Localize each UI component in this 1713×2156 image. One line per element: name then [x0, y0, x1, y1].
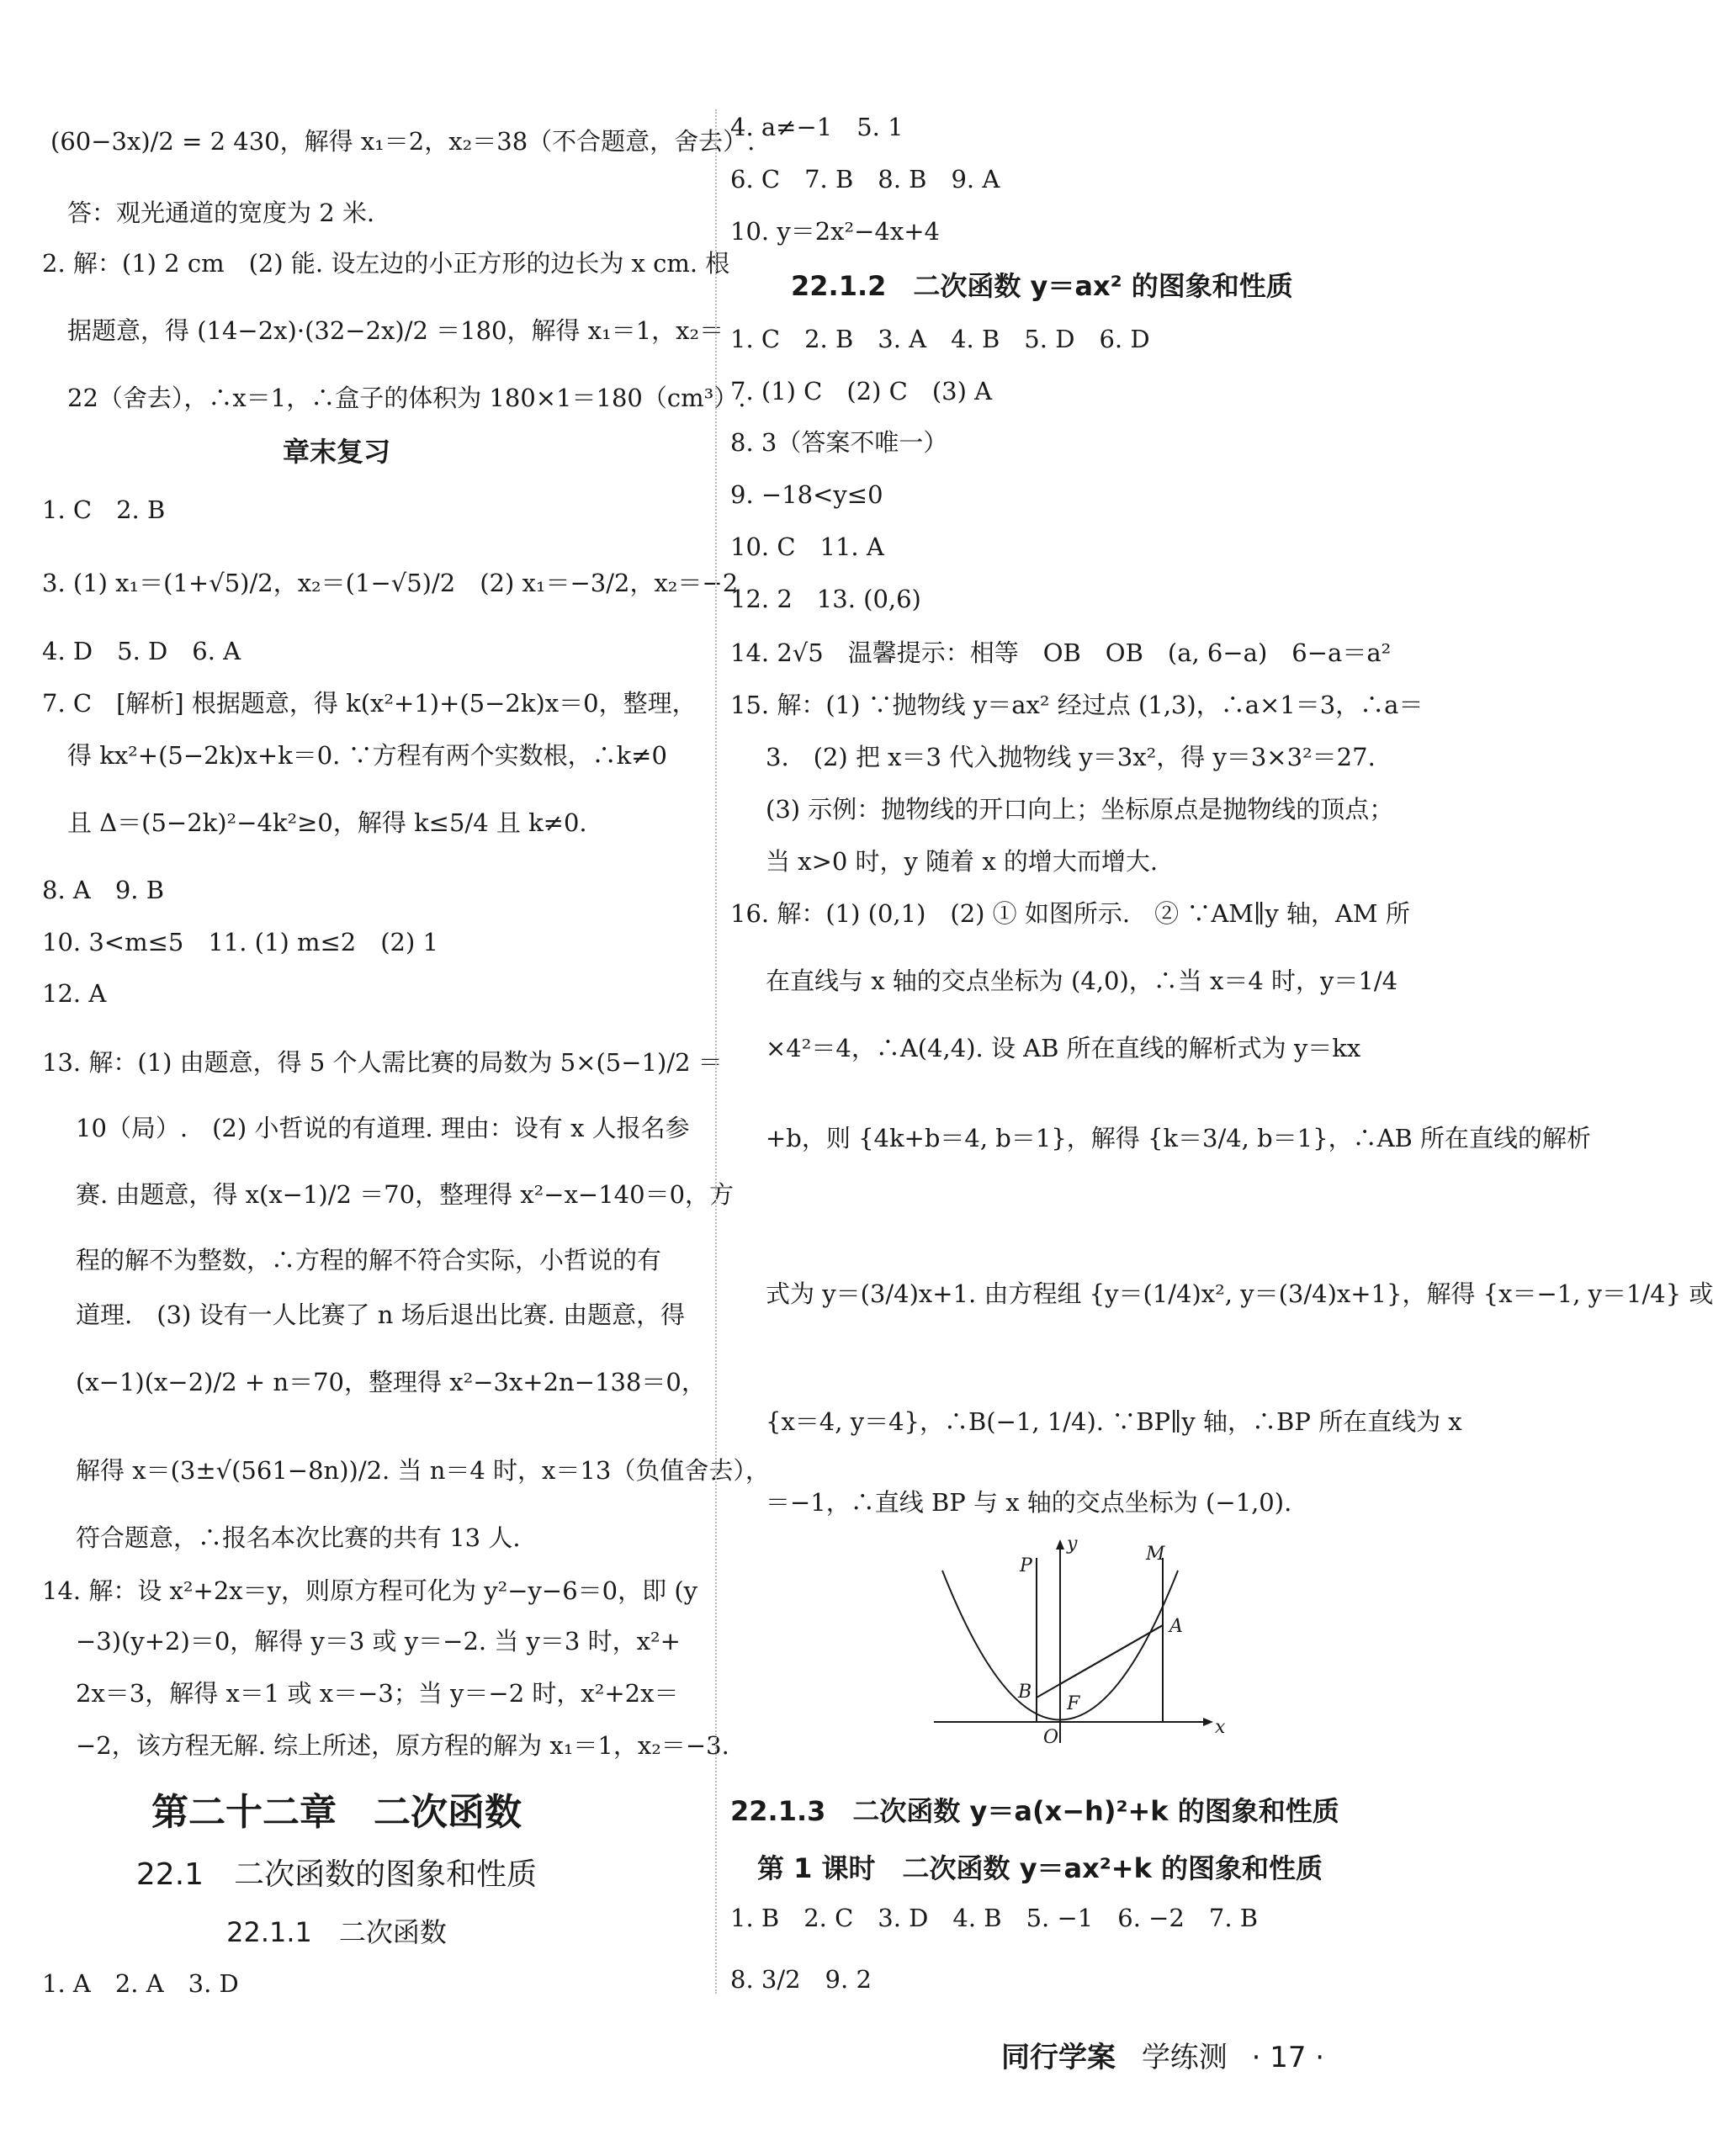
answer-line: 且 Δ＝(5−2k)²−4k²≥0，解得 k≤5/4 且 k≠0. [67, 808, 587, 837]
answer-line: 8. 3（答案不唯一） [730, 428, 948, 457]
answer-line: 道理. (3) 设有一人比赛了 n 场后退出比赛. 由题意，得 [76, 1300, 686, 1329]
answer-line: 式为 y＝(3/4)x+1. 由方程组 {y＝(1/4)x², y＝(3/4)x+1}，解得 {x＝−1, y＝1/4} 或 [766, 1279, 1713, 1308]
answer-line: 14. 解：设 x²+2x＝y，则原方程可化为 y²−y−6＝0，即 (y [42, 1576, 698, 1605]
answer-line: ×4²＝4，∴A(4,4). 设 AB 所在直线的解析式为 y＝kx [766, 1034, 1361, 1062]
answer-line: 符合题意，∴报名本次比赛的共有 13 人. [76, 1523, 521, 1552]
parabola-graph [925, 1533, 1245, 1751]
answer-line: 6. C 7. B 8. B 9. A [730, 165, 1000, 193]
subsection-title: 22.1.2 二次函数 y＝ax² 的图象和性质 [791, 270, 1293, 302]
answer-line: −2，该方程无解. 综上所述，原方程的解为 x₁＝1，x₂＝−3. [76, 1731, 729, 1760]
answer-line: 程的解不为整数，∴方程的解不符合实际，小哲说的有 [76, 1246, 662, 1274]
answer-line: 14. 2√5 温馨提示：相等 OB OB (a, 6−a) 6−a＝a² [730, 638, 1392, 667]
answer-line: 4. a≠−1 5. 1 [730, 113, 904, 141]
point-a-label: A [1169, 1616, 1183, 1637]
answer-line: 3. (1) x₁＝(1+√5)/2，x₂＝(1−√5)/2 (2) x₁＝−3/2，x₂＝−2 [42, 569, 739, 597]
series-name: 学练测 [1141, 2041, 1228, 2074]
answer-line: 赛. 由题意，得 x(x−1)/2 ＝70，整理得 x²−x−140＝0，方 [76, 1180, 735, 1209]
point-p-label: P [1020, 1555, 1032, 1576]
answer-line: +b，则 {4k+b＝4, b＝1}，解得 {k＝3/4, b＝1}，∴AB 所在直线的解析 [766, 1124, 1592, 1152]
text-line: 22（舍去），∴x＝1，∴盒子的体积为 180×1＝180（cm³）. [67, 384, 746, 412]
answer-line: 7. (1) C (2) C (3) A [730, 377, 993, 405]
answer-line: 1. A 2. A 3. D [42, 1969, 239, 1998]
answer-line: 9. −18<y≤0 [730, 480, 883, 509]
answer-line: 10. 3<m≤5 11. (1) m≤2 (2) 1 [42, 928, 438, 956]
text-line: (60−3x)/2 = 2 430，解得 x₁＝2，x₂＝38（不合题意，舍去）. [50, 127, 756, 156]
answer-line: 1. C 2. B 3. A 4. B 5. D 6. D [730, 325, 1150, 353]
answer-line: 8. 3/2 9. 2 [730, 1965, 872, 1994]
chapter-title: 第二十二章 二次函数 [151, 1791, 522, 1834]
answer-line: −3)(y+2)＝0，解得 y＝3 或 y＝−2. 当 y＝3 时，x²+ [76, 1627, 681, 1655]
x-axis-arrow [1203, 1718, 1213, 1726]
answer-line: 解得 x＝(3±√(561−8n))/2. 当 n＝4 时，x＝13（负值舍去）， [76, 1456, 770, 1485]
answer-line: 12. A [42, 979, 107, 1008]
origin-label: O [1043, 1727, 1059, 1748]
section-title: 22.1 二次函数的图象和性质 [135, 1857, 538, 1892]
answer-line: 1. B 2. C 3. D 4. B 5. −1 6. −2 7. B [730, 1904, 1259, 1932]
answer-line: 当 x>0 时，y 随着 x 的增大而增大. [766, 847, 1159, 876]
answer-line: 在直线与 x 轴的交点坐标为 (4,0)，∴当 x＝4 时，y＝1/4 [766, 967, 1398, 995]
point-m-label: M [1146, 1544, 1165, 1565]
point-f-label: F [1067, 1693, 1080, 1714]
answer-line: (3) 示例：抛物线的开口向上；坐标原点是抛物线的顶点； [766, 795, 1394, 824]
answer-line: 3. (2) 把 x＝3 代入抛物线 y＝3x²，得 y＝3×3²＝27. [766, 743, 1376, 771]
subsection-title: 22.1.1 二次函数 [226, 1916, 447, 1948]
point-b-label: B [1018, 1682, 1032, 1703]
answer-line: 10. y＝2x²−4x+4 [730, 217, 941, 246]
y-axis-label: y [1067, 1534, 1078, 1555]
review-title: 章末复习 [282, 436, 390, 468]
answer-line: 4. D 5. D 6. A [42, 637, 241, 665]
x-axis-label: x [1215, 1717, 1226, 1738]
answer-line: 8. A 9. B [42, 876, 165, 904]
y-axis-arrow [1056, 1539, 1064, 1549]
answer-line: 得 kx²+(5−2k)x+k＝0. ∵方程有两个实数根，∴k≠0 [67, 741, 667, 770]
answer-line: 2x＝3，解得 x＝1 或 x＝−3；当 y＝−2 时，x²+2x＝ [76, 1679, 679, 1708]
text-line: 答：观光通道的宽度为 2 米. [67, 199, 375, 227]
answer-line: 12. 2 13. (0,6) [730, 585, 921, 613]
page-number: · 17 · [1251, 2041, 1325, 2074]
answer-line: 13. 解：(1) 由题意，得 5 个人需比赛的局数为 5×(5−1)/2 ＝ [42, 1048, 723, 1077]
lesson-title: 第 1 课时 二次函数 y＝ax²+k 的图象和性质 [757, 1852, 1323, 1884]
answer-line: 10（局）. (2) 小哲说的有道理. 理由：设有 x 人报名参 [76, 1114, 690, 1142]
footer-brand [1001, 2034, 1324, 2075]
column-divider [715, 109, 717, 1994]
line-fa [1060, 1625, 1163, 1684]
answer-line: 1. C 2. B [42, 495, 166, 524]
answer-line: 7. C [解析] 根据题意，得 k(x²+1)+(5−2k)x＝0，整理， [42, 689, 697, 718]
answer-line: ＝−1，∴直线 BP 与 x 轴的交点坐标为 (−1,0). [766, 1488, 1292, 1517]
text-line: 2. 解：(1) 2 cm (2) 能. 设左边的小正方形的边长为 x cm. 根 [42, 249, 730, 278]
brand-name: 同行学案 [1001, 2041, 1116, 2074]
answer-line: 16. 解：(1) (0,1) (2) ① 如图所示. ② ∵AM∥y 轴，AM 所 [730, 899, 1410, 928]
text-line: 据题意，得 (14−2x)·(32−2x)/2 ＝180，解得 x₁＝1，x₂＝ [67, 316, 724, 345]
answer-line: 15. 解：(1) ∵抛物线 y＝ax² 经过点 (1,3)，∴a×1＝3，∴a＝ [730, 691, 1424, 719]
subsection-title: 22.1.3 二次函数 y＝a(x−h)²+k 的图象和性质 [730, 1795, 1339, 1827]
answer-line: {x＝4, y＝4}，∴B(−1, 1/4). ∵BP∥y 轴，∴BP 所在直线为 x [766, 1407, 1462, 1436]
answer-line: (x−1)(x−2)/2 + n＝70，整理得 x²−3x+2n−138＝0， [76, 1368, 706, 1396]
answer-line: 10. C 11. A [730, 532, 884, 561]
